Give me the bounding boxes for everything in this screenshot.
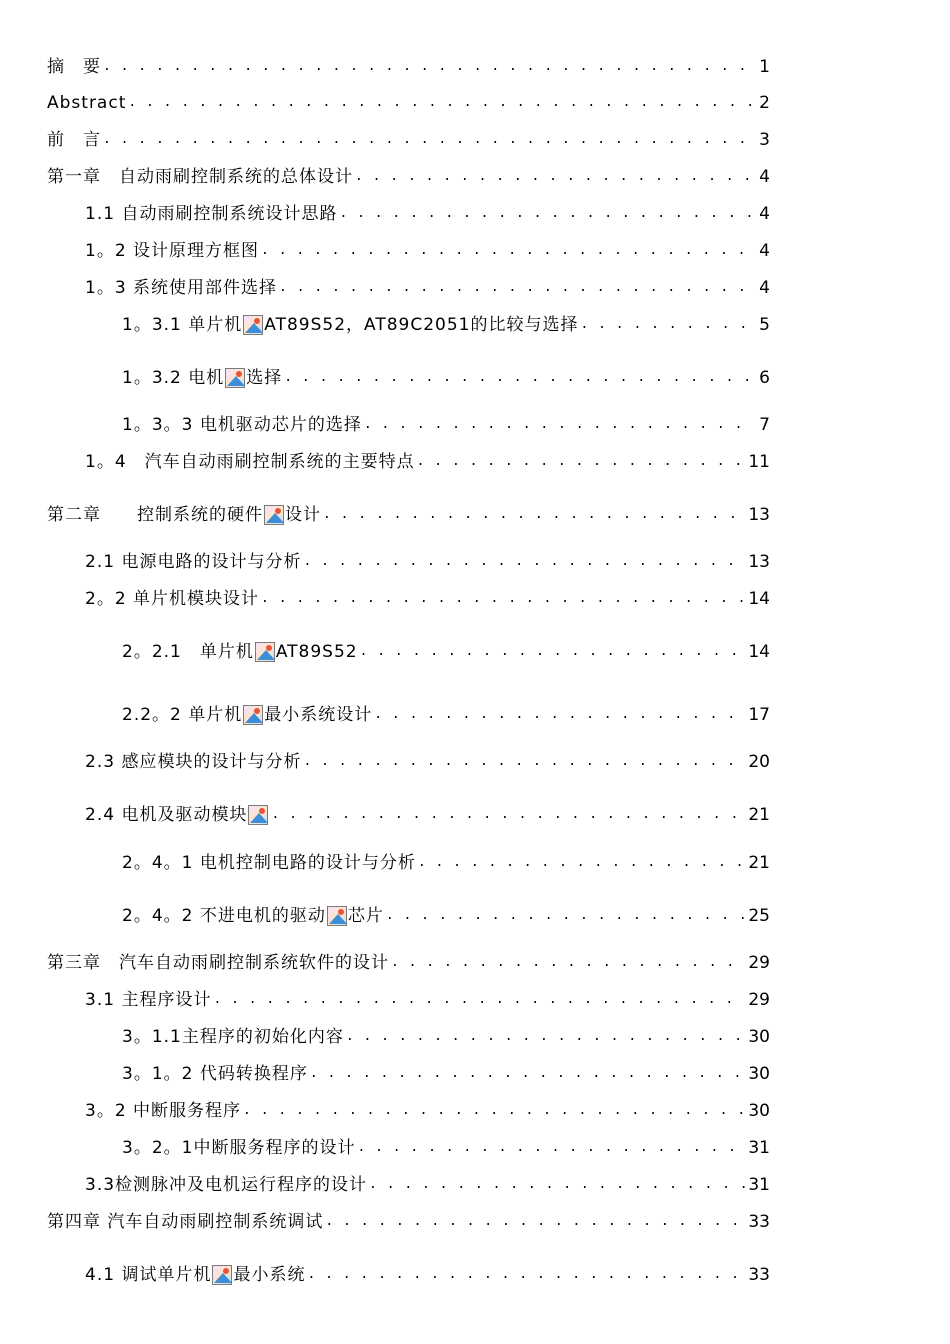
toc-entry-title: [122, 1026, 344, 1048]
toc-entry-text: 1。3 系统使用部件选择: [85, 278, 278, 298]
toc-page-number: 30: [748, 1101, 770, 1121]
dot-leader: [391, 952, 746, 974]
toc-entry-title: [47, 92, 126, 114]
toc-entry[interactable]: [85, 549, 770, 573]
toc-entry-text: 1。3.2 电机: [122, 368, 225, 388]
toc-entry-text: 2.3 感应模块的设计与分析: [85, 752, 302, 772]
toc-entry[interactable]: [122, 639, 770, 663]
toc-entry-text: 最小系统: [233, 1265, 306, 1285]
toc-entry-text: 1.1 自动雨刷控制系统设计思路: [85, 204, 338, 224]
toc-page-number: 30: [748, 1064, 770, 1084]
dot-leader: [284, 367, 754, 389]
toc-entry-title: [47, 56, 101, 78]
toc-entry-text: 选择: [246, 368, 283, 388]
toc-entry-text: 3。1.1主程序的初始化内容: [122, 1027, 344, 1047]
dot-leader: [103, 56, 754, 78]
toc-entry-text: 3。2 中断服务程序: [85, 1101, 242, 1121]
toc-entry-text: 最小系统设计: [264, 705, 373, 725]
dot-leader: [418, 852, 747, 874]
toc-entry[interactable]: [85, 201, 770, 225]
broken-image-icon: [225, 368, 245, 388]
dot-leader: [243, 1100, 746, 1122]
toc-entry-title: [122, 704, 372, 726]
toc-page-number: 13: [748, 552, 770, 572]
toc-entry-text: AT89S52: [275, 642, 358, 662]
toc-entry-text: Abstract: [47, 93, 127, 113]
toc-entry-title: [47, 1211, 323, 1233]
dot-leader: [323, 504, 746, 526]
toc-entry[interactable]: [85, 586, 770, 610]
dot-leader: [417, 451, 747, 473]
toc-entry-text: 3。2。1中断服务程序的设计: [122, 1138, 356, 1158]
toc-entry-title: [85, 588, 259, 610]
toc-page-number: 4: [759, 241, 770, 261]
toc-entry-text: 1。3。3 电机驱动芯片的选择: [122, 415, 362, 435]
toc-entry-title: [47, 166, 353, 188]
dot-leader: [346, 1026, 747, 1048]
toc-entry-title: [122, 905, 384, 927]
toc-entry-text: 1。4 汽车自动雨刷控制系统的主要特点: [85, 452, 415, 472]
toc-entry-title: [122, 314, 578, 336]
dot-leader: [357, 1137, 746, 1159]
toc-entry[interactable]: [122, 312, 770, 336]
toc-entry-text: 摘 要: [47, 57, 101, 77]
toc-entry-title: [85, 203, 337, 225]
toc-entry-text: 1。3.1 单片机: [122, 315, 243, 335]
toc-entry-title: [85, 1100, 241, 1122]
dot-leader: [103, 129, 754, 151]
toc-entry-title: [47, 129, 101, 151]
dot-leader: [303, 551, 746, 573]
toc-entry-text: 设计: [285, 505, 321, 525]
broken-image-icon: [255, 642, 275, 662]
toc-entry-text: 2。4。1 电机控制电路的设计与分析: [122, 853, 416, 873]
toc-entry-text: 2。2.1 单片机: [122, 642, 254, 662]
dot-leader: [580, 314, 754, 336]
toc-entry-text: 2.4 电机及驱动模块: [85, 805, 248, 825]
toc-page-number: 29: [748, 990, 770, 1010]
toc-entry[interactable]: [47, 164, 770, 188]
toc-entry-text: 3.3检测脉冲及电机运行程序的设计: [85, 1175, 368, 1195]
toc-entry-text: 2。2 单片机模块设计: [85, 589, 260, 609]
toc-entry-title: [122, 1063, 308, 1085]
toc-page-number: 5: [759, 315, 770, 335]
toc-entry-title: [47, 504, 321, 526]
toc-entry-title: [85, 451, 415, 473]
toc-entry-text: 2.2。2 单片机: [122, 705, 243, 725]
toc-entry[interactable]: [47, 950, 770, 974]
dot-leader: [307, 1264, 746, 1286]
dot-leader: [303, 751, 746, 773]
toc-entry[interactable]: [47, 127, 770, 151]
toc-entry-title: [85, 240, 259, 262]
toc-entry-title: [122, 414, 362, 436]
dot-leader: [279, 277, 754, 299]
toc-page-number: 7: [759, 415, 770, 435]
toc-entry-text: 2.1 电源电路的设计与分析: [85, 552, 302, 572]
dot-leader: [364, 414, 754, 436]
toc-entry[interactable]: [47, 1209, 770, 1233]
toc-entry[interactable]: [122, 903, 770, 927]
toc-entry[interactable]: [122, 365, 770, 389]
dot-leader: [374, 704, 746, 726]
toc-entry-title: [85, 551, 301, 573]
toc-page-number: 33: [748, 1212, 770, 1232]
dot-leader: [261, 240, 754, 262]
toc-page-number: 25: [748, 906, 770, 926]
toc-entry[interactable]: [85, 449, 770, 473]
toc-page-number: 4: [759, 204, 770, 224]
toc-entry[interactable]: [122, 1024, 770, 1048]
toc-entry-text: 1。2 设计原理方框图: [85, 241, 260, 261]
toc-entry-text: 3。1。2 代码转换程序: [122, 1064, 308, 1084]
toc-entry[interactable]: [47, 90, 770, 114]
toc-entry-text: 第三章 汽车自动雨刷控制系统软件的设计: [47, 953, 389, 973]
toc-page-number: 21: [748, 853, 770, 873]
toc-entry-text: 第二章 控制系统的硬件: [47, 505, 263, 525]
toc-entry-title: [122, 641, 358, 663]
toc-entry[interactable]: [85, 275, 770, 299]
toc-entry[interactable]: [85, 1262, 770, 1286]
toc-entry-text: 4.1 调试单片机: [85, 1265, 212, 1285]
toc-entry-title: [122, 367, 282, 389]
toc-entry-title: [47, 952, 389, 974]
toc-page-number: 4: [759, 167, 770, 187]
toc-page-number: 6: [759, 368, 770, 388]
dot-leader: [271, 804, 746, 826]
toc-entry[interactable]: [122, 1135, 770, 1159]
toc-entry-text: 芯片: [347, 906, 384, 926]
toc-page-number: 31: [748, 1175, 770, 1195]
toc-entry-title: [85, 1174, 367, 1196]
toc-entry[interactable]: [47, 54, 770, 78]
toc-entry-text: 第一章 自动雨刷控制系统的总体设计: [47, 167, 353, 187]
broken-image-icon: [248, 805, 268, 825]
toc-entry[interactable]: [85, 802, 770, 826]
toc-entry[interactable]: [47, 502, 770, 526]
toc-entry[interactable]: [122, 702, 770, 726]
toc-page-number: 14: [748, 589, 770, 609]
toc-page-number: 1: [759, 57, 770, 77]
toc-page-number: 30: [748, 1027, 770, 1047]
broken-image-icon: [243, 315, 263, 335]
toc-entry-text: 3.1 主程序设计: [85, 990, 212, 1010]
toc-page-number: 20: [748, 752, 770, 772]
dot-leader: [339, 203, 754, 225]
toc-entry-title: [85, 804, 269, 826]
toc-page-number: 31: [748, 1138, 770, 1158]
toc-entry[interactable]: [85, 749, 770, 773]
broken-image-icon: [212, 1265, 232, 1285]
toc-page-number: 21: [748, 805, 770, 825]
dot-leader: [325, 1211, 746, 1233]
dot-leader: [213, 989, 746, 1011]
dot-leader: [261, 588, 746, 610]
toc-entry[interactable]: [122, 850, 770, 874]
toc-page-number: 13: [748, 505, 770, 525]
dot-leader: [310, 1063, 747, 1085]
dot-leader: [386, 905, 747, 927]
toc-entry-text: 2。4。2 不进电机的驱动: [122, 906, 326, 926]
toc-entry-text: 前 言: [47, 130, 101, 150]
toc-entry-text: AT89S52，AT89C2051的比较与选择: [264, 315, 579, 335]
toc-page-number: 3: [759, 130, 770, 150]
toc-entry-title: [85, 989, 211, 1011]
toc-entry-title: [85, 751, 301, 773]
toc-entry[interactable]: [122, 412, 770, 436]
broken-image-icon: [243, 705, 263, 725]
toc-page-number: 14: [748, 642, 770, 662]
dot-leader: [369, 1174, 746, 1196]
toc-page-number: 17: [748, 705, 770, 725]
dot-leader: [355, 166, 754, 188]
toc-entry[interactable]: [85, 238, 770, 262]
toc-entry[interactable]: [85, 1098, 770, 1122]
toc-page-number: 4: [759, 278, 770, 298]
toc-entry[interactable]: [85, 1172, 770, 1196]
toc-entry[interactable]: [85, 987, 770, 1011]
toc-page-number: 29: [748, 953, 770, 973]
toc-entry-title: [85, 1264, 305, 1286]
toc-entry-title: [85, 277, 277, 299]
dot-leader: [360, 641, 747, 663]
dot-leader: [128, 92, 754, 114]
toc-page-number: 33: [748, 1265, 770, 1285]
broken-image-icon: [327, 906, 347, 926]
broken-image-icon: [264, 505, 284, 525]
toc-page-number: 2: [759, 93, 770, 113]
toc-entry-title: [122, 1137, 355, 1159]
toc-entry-title: [122, 852, 416, 874]
toc-entry-text: 第四章 汽车自动雨刷控制系统调试: [47, 1212, 324, 1232]
toc-page-number: 11: [748, 452, 770, 472]
toc-entry[interactable]: [122, 1061, 770, 1085]
